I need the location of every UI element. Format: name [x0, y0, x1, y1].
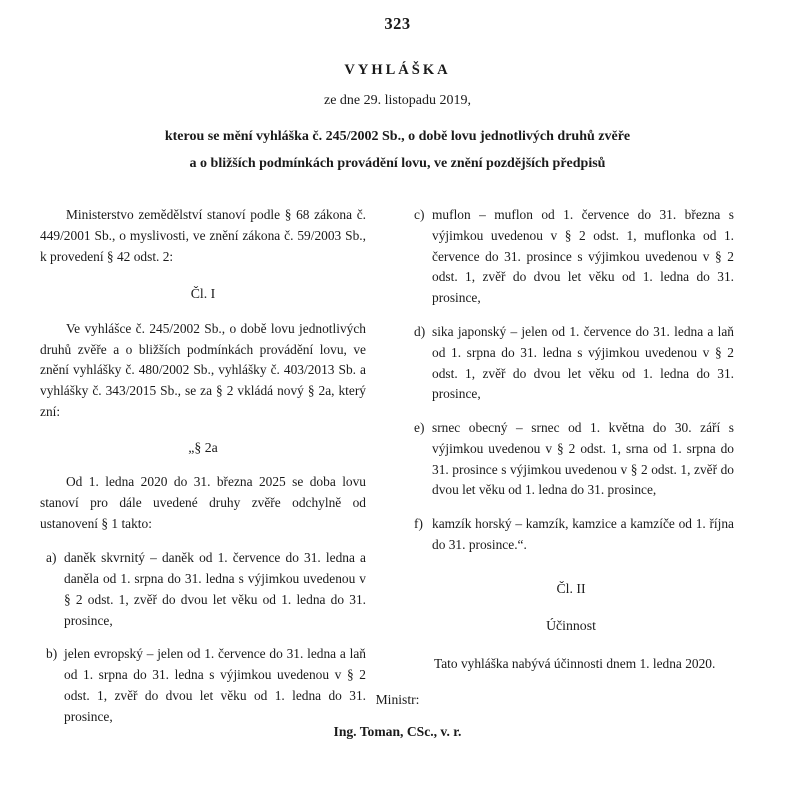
list-item-marker: c) [414, 207, 425, 223]
list-item [408, 514, 734, 556]
section-2a-intro: Od 1. ledna 2020 do 31. března 2025 se doba lovu stanoví pro dále uvedené druhy zvěře odchylně od ustanovení § 1 takto: [40, 474, 366, 531]
list-item [408, 322, 734, 405]
list-item-text: jelen evropský – jelen od 1. července do 31. ledna a laň od 1. srpna do 31. ledna s výjimkou uvedenou v § 2 odst. 1, zvěř do dvou let věku od 1. ledna do 31. prosince, [64, 646, 366, 724]
list-item-marker: b) [46, 646, 58, 662]
document-date: ze dne 29. listopadu 2019, [324, 93, 471, 108]
list-item-text: kamzík horský – kamzík, kamzice a kamzíče od 1. října do 31. prosince.“. [432, 516, 734, 552]
section-2a-heading: „§ 2a [188, 439, 218, 455]
signature-block [0, 692, 795, 740]
right-column [408, 205, 734, 740]
list-item [408, 418, 734, 501]
list-item-marker: a) [46, 550, 57, 566]
signature-role: Ministr: [375, 692, 420, 707]
list-item-marker: e) [414, 420, 425, 436]
article-1-paragraph: Ve vyhlášce č. 245/2002 Sb., o době lovu jednotlivých druhů zvěře a o bližších podmínkách provádění lovu, ve znění vyhlášky č. 480/2002 Sb., vyhlášky č. 403/2013 Sb. a vyhlášky č. 343/2015 Sb., se za § 2 vkládá nový § 2a, který zní: [40, 320, 366, 419]
document-title-line-1: kterou se mění vyhláška č. 245/2002 Sb., o době lovu jednotlivých druhů zvěře [164, 129, 631, 144]
list-item-text: srnec obecný – srnec od 1. května do 30. září s výjimkou uvedenou v § 2 odst. 1, srna od 1. srpna do 31. prosince s výjimkou uvedenou v § 2 odst. 1, zvěř do dvou let věku od 1. ledna do 31. prosince, [432, 420, 734, 498]
list-item [40, 548, 366, 631]
article-2-heading: Čl. II [556, 580, 586, 596]
species-list-right [408, 205, 734, 555]
intro-paragraph: Ministerstvo zemědělství stanoví podle § 68 zákona č. 449/2001 Sb., o myslivosti, ve znění zákona č. 59/2003 Sb., k provedení § 42 odst. 2: [40, 207, 366, 264]
document-title [40, 124, 755, 177]
list-item-text: muflon – muflon od 1. července do 31. března s výjimkou uvedenou v § 2 odst. 1, muflonka od 1. července do 31. prosince s výjimkou uvedenou v § 2 odst. 1, zvěř do dvou let věku od 1. ledna do 31. prosince, [432, 207, 734, 306]
article-2-paragraph: Tato vyhláška nabývá účinnosti dnem 1. ledna 2020. [434, 656, 716, 672]
left-column [40, 205, 366, 740]
list-item-marker: f) [414, 516, 423, 532]
document-type-heading: VYHLÁŠKA [344, 62, 451, 78]
two-column-body [40, 205, 755, 740]
list-item-text: daněk skvrnitý – daněk od 1. července do 31. ledna a daněla od 1. srpna do 31. ledna s výjimkou uvedenou v § 2 odst. 1, zvěř do dvou let věku od 1. ledna do 31. prosince, [64, 550, 366, 628]
article-2-subheading: Účinnost [546, 618, 596, 634]
signature-name: Ing. Toman, CSc., v. r. [333, 724, 462, 739]
document-title-line-2: a o bližších podmínkách provádění lovu, ve znění pozdějších předpisů [189, 155, 606, 171]
article-1-heading: Čl. I [190, 286, 216, 302]
list-item-marker: d) [414, 324, 426, 340]
list-item-text: sika japonský – jelen od 1. července do 31. ledna a laň od 1. srpna do 31. ledna s výjimkou uvedenou v § 2 odst. 1, zvěř do dvou let věku od 1. ledna do 31. prosince, [432, 324, 734, 402]
page-number: 323 [384, 14, 411, 33]
list-item [408, 205, 734, 309]
